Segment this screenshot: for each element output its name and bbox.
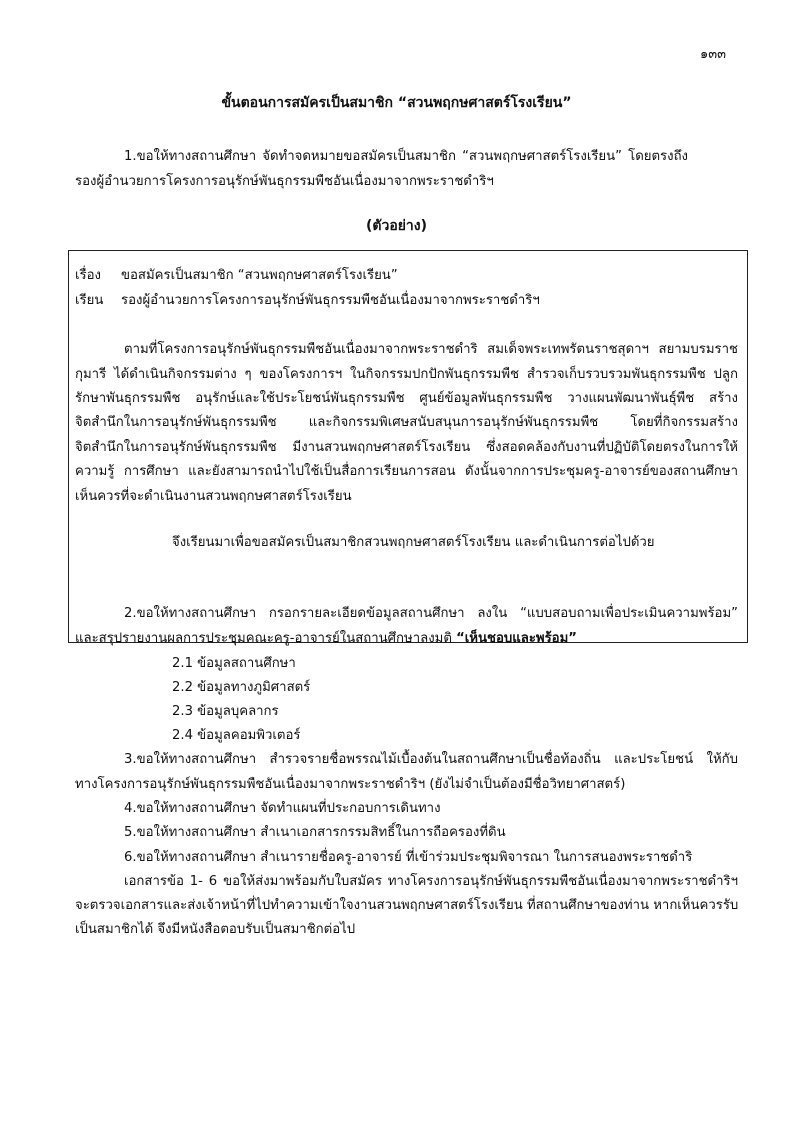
step-5: 5.ขอให้ทางสถานศึกษา สำเนาเอกสารกรรมสิทธิ์ในการถือครองที่ดิน: [124, 825, 506, 840]
step-4: 4.ขอให้ทางสถานศึกษา จัดทำแผนที่ประกอบการเดินทาง: [124, 801, 441, 816]
page-title: ขั้นตอนการสมัครเป็นสมาชิก “สวนพฤกษศาสตร์โรงเรียน”: [221, 95, 572, 111]
step-2-line-2-text: และสรุปรายงานผลการประชุมคณะครู-อาจารย์ในสถานศึกษาลงมติ: [75, 631, 457, 646]
example-heading: (ตัวอย่าง): [365, 218, 428, 234]
letter-body-line: จิตสำนึกในการอนุรักษ์พันธุกรรมพืช มีงานสวนพฤกษศาสตร์โรงเรียน ซึ่งสอดคล้องกับงานที่ปฏิบัติโดยตรงในการให้: [75, 440, 738, 455]
letter-subject-label: เรื่อง: [75, 268, 101, 283]
step-2-resolution: “เห็นชอบและพร้อม”: [456, 631, 577, 646]
page-number: ๑๓๓: [700, 47, 727, 62]
letter-closing: จึงเรียนมาเพื่อขอสมัครเป็นสมาชิกสวนพฤกษศาสตร์โรงเรียน และดำเนินการต่อไปด้วย: [172, 535, 655, 550]
letter-body-line: จิตสำนึกในการอนุรักษ์พันธุกรรมพืช และกิจกรรมพิเศษสนับสนุนการอนุรักษ์พันธุกรรมพืช โดยที่กิจกรรมสร้าง: [75, 415, 738, 430]
step-2-subitem: 2.1 ข้อมูลสถานศึกษา: [172, 656, 296, 671]
step-1-line-2: รองผู้อำนวยการโครงการอนุรักษ์พันธุกรรมพืชอันเนื่องมาจากพระราชดำริฯ: [75, 174, 494, 189]
letter-body-line: ตามที่โครงการอนุรักษ์พันธุกรรมพืชอันเนื่องมาจากพระราชดำริ สมเด็จพระเทพรัตนราชสุดาฯ สยามบรมราช: [124, 342, 738, 357]
letter-to-text: รองผู้อำนวยการโครงการอนุรักษ์พันธุกรรมพืชอันเนื่องมาจากพระราชดำริฯ: [121, 293, 540, 308]
letter-subject-text: ขอสมัครเป็นสมาชิก “สวนพฤกษศาสตร์โรงเรียน”: [121, 268, 398, 283]
letter-body-line: ความรู้ การศึกษา และยังสามารถนำไปใช้เป็นสื่อการเรียนการสอน ดังนั้นจากการประชุมครู-อาจารย์ของสถานศึกษา: [75, 464, 738, 479]
step-1-line-1: 1.ขอให้ทางสถานศึกษา จัดทำจดหมายขอสมัครเป็นสมาชิก “สวนพฤกษศาสตร์โรงเรียน” โดยตรงถึง: [124, 149, 688, 164]
step-3-line-1: 3.ขอให้ทางสถานศึกษา สำรวจรายชื่อพรรณไม้เบื้องต้นในสถานศึกษาเป็นชื่อท้องถิ่น และประโยชน์ ให้กับ: [124, 752, 738, 767]
letter-body-line: รักษาพันธุกรรมพืช อนุรักษ์และใช้ประโยชน์พันธุกรรมพืช ศูนย์ข้อมูลพันธุกรรมพืช วางแผนพัฒนาพันธุ์พืช สร้าง: [75, 391, 738, 406]
final-line-3: เป็นสมาชิกได้ จึงมีหนังสือตอบรับเป็นสมาชิกต่อไป: [75, 922, 356, 937]
final-line-1: เอกสารข้อ 1- 6 ขอให้ส่งมาพร้อมกับใบสมัคร ทางโครงการอนุรักษ์พันธุกรรมพืชอันเนื่องมาจากพระราชดำริฯ: [124, 874, 738, 889]
step-6: 6.ขอให้ทางสถานศึกษา สำเนารายชื่อครู-อาจารย์ ที่เข้าร่วมประชุมพิจารณา ในการสนองพระราชดำริ: [124, 850, 693, 865]
letter-body-line: กุมารี ได้ดำเนินกิจกรรมต่าง ๆ ของโครงการฯ ในกิจกรรมปกปักพันธุกรรมพืช สำรวจเก็บรวบรวมพันธุกรรมพืช ปลูก: [75, 367, 738, 382]
step-2-subitem: 2.2 ข้อมูลทางภูมิศาสตร์: [172, 680, 311, 695]
step-3-line-2: ทางโครงการอนุรักษ์พันธุกรรมพืชอันเนื่องมาจากพระราชดำริฯ (ยังไม่จำเป็นต้องมีชื่อวิทยาศาสตร์): [75, 777, 626, 792]
step-2-line-2: [75, 627, 577, 648]
letter-body-line: เห็นควรที่จะดำเนินงานสวนพฤกษศาสตร์โรงเรียน: [75, 489, 352, 504]
step-2-line-1: 2.ขอให้ทางสถานศึกษา กรอกรายละเอียดข้อมูลสถานศึกษา ลงใน “แบบสอบถามเพื่อประเมินความพร้อม”: [124, 606, 738, 621]
letter-to-label: เรียน: [75, 293, 104, 308]
step-2-subitem: 2.4 ข้อมูลคอมพิวเตอร์: [172, 728, 301, 743]
step-2-subitem: 2.3 ข้อมูลบุคลากร: [172, 704, 279, 719]
final-line-2: จะตรวจเอกสารและส่งเจ้าหน้าที่ไปทำความเข้าใจงานสวนพฤกษศาสตร์โรงเรียน ที่สถานศึกษาของท่าน หากเห็นควรรับ: [75, 898, 739, 913]
